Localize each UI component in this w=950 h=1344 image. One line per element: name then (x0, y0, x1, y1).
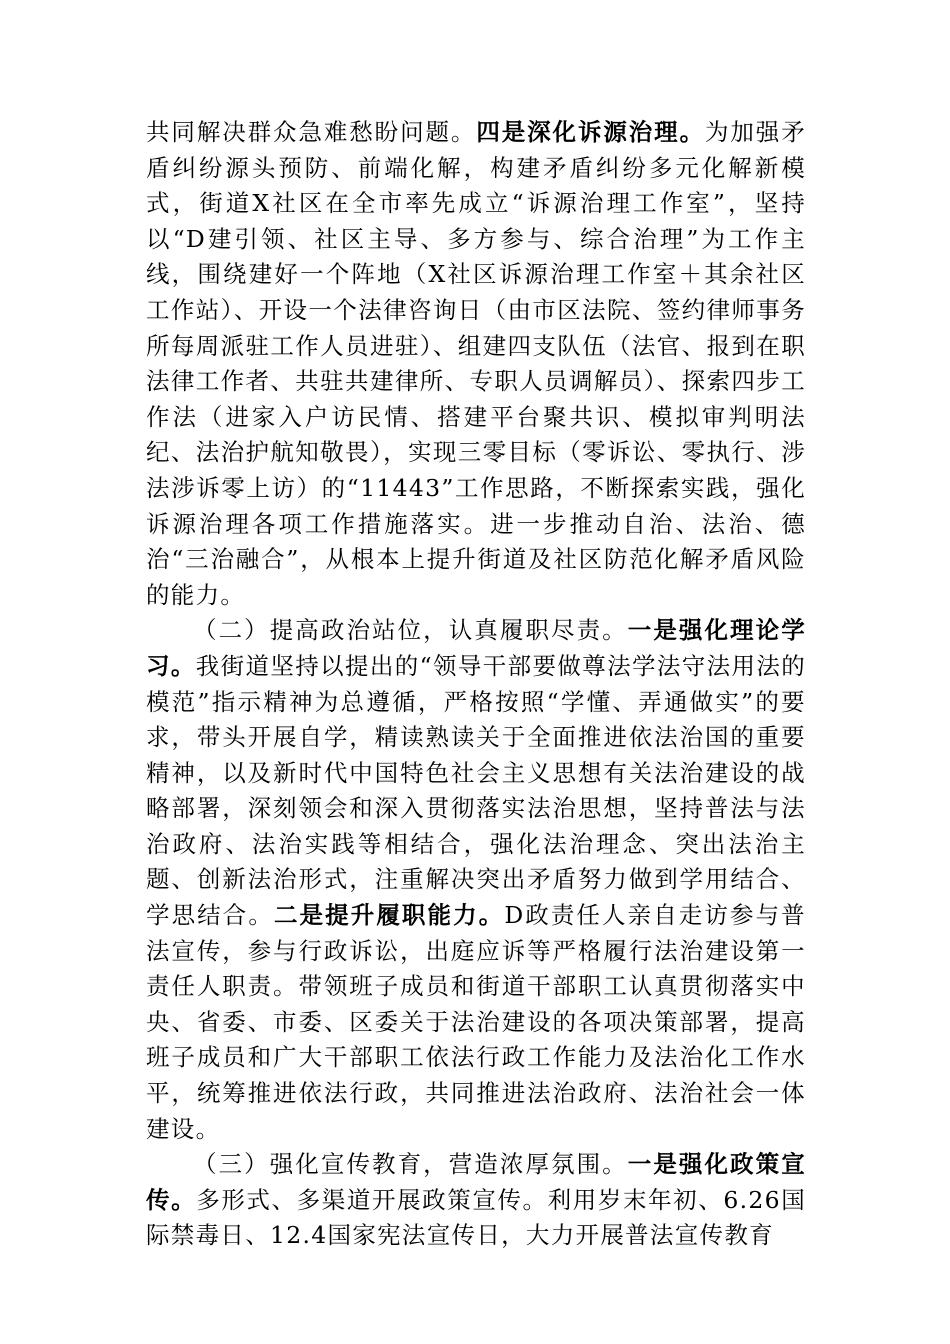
section-heading-2: （二）提高政治站位，认真履职尽责。 (193, 616, 628, 645)
paragraph-text: 为加强矛盾纠纷源头预防、前端化解，构建矛盾纠纷多元化解新模式，街道X社区在全市率先成立“诉源治理工作室”，坚持以“D建引领、社区主导、多方参与、综合治理”为工作主线，围绕建好一个阵地（X社区诉源治理工作室＋其余社区工作站）、开设一个法律咨询日（由市区法院、签约律师事务所每周派驻工作人员进驻）、组建四支队伍（法官、报到在职法律工作者、共驻共建律所、专职人员调解员）、探索四步工作法（进家入户访民情、搭建平台聚共识、模拟审判明法纪、法治护航知敬畏），实现三零目标（零诉讼、零执行、涉法涉诉零上访）的“11443”工作思路，不断探索实践，强化诉源治理各项工作措施落实。进一步推动自治、法治、德治“三治融合”，从根本上提升街道及社区防范化解矛盾风险的能力。 (146, 118, 807, 609)
document-body (146, 115, 806, 1254)
bold-heading-deepen-litigation-source-governance: 四是深化诉源治理。 (476, 118, 705, 146)
section-heading-3: （三）强化宣传教育，营造浓厚氛围。 (193, 1150, 628, 1179)
paragraph-publicity-education (146, 1147, 806, 1254)
bold-heading-duty-ability: 二是提升履职能力。 (273, 901, 505, 930)
paragraph-text: D政责任人亲自走访参与普法宣传，参与行政诉讼，出庭应诉等严格履行法治建设第一责任人职责。带领班子成员和街道干部职工认真贯彻落实中央、省委、市委、区委关于法治建设的各项决策部署，提高班子成员和广大干部职工依法行政工作能力及法治化工作水平，统筹推进依法行政，共同推进法治政府、法治社会一体建设。 (146, 901, 806, 1143)
bold-heading-policy-publicity: 一是强化政策宣传。 (146, 1150, 806, 1214)
paragraph-text: 多形式、多渠道开展政策宣传。利用岁末年初、6.26国际禁毒日、12.4国家宪法宣传日，大力开展普法宣传教育 (146, 1185, 807, 1250)
paragraph-text: 共同解决群众急难愁盼问题。 (146, 118, 477, 146)
paragraph-litigation-source-governance (146, 115, 806, 613)
paragraph-political-stance (146, 613, 806, 1147)
bold-heading-theory-study: 一是强化理论学习。 (146, 616, 806, 680)
paragraph-text: 我街道坚持以提出的“领导干部要做尊法学法守法用法的模范”指示精神为总遵循，严格按照“学懂、弄通做实”的要求，带头开展自学，精读熟读关于全面推进依法治国的重要精神，以及新时代中国特色社会主义思想有关法治建设的战略部署，深刻领会和深入贯彻落实法治思想，坚持普法与法治政府、法治实践等相结合，强化法治理念、突出法治主题、创新法治形式，注重解决突出矛盾努力做到学用结合、学思结合。 (146, 651, 806, 930)
